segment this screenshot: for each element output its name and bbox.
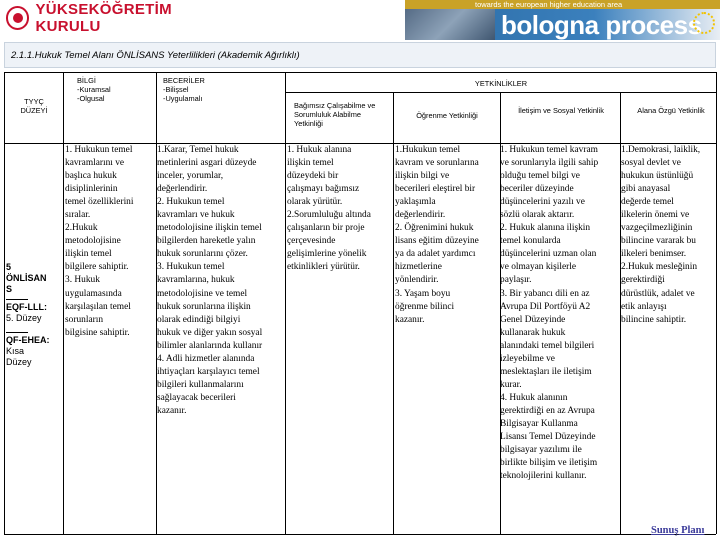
bologna-banner (405, 0, 720, 40)
alana-ozgu-content: 1.Demokrasi, laiklik, sosyal devlet ve hukukun üstünlüğü gibi anayasal değerde temel ilkelerin önemi ve vazgeçilmezliğinin bilincine vararak bu ilkeleri benimser. 2.Hukuk mesleğinin gerektirdiği dürüstlük, adalet ve etik anlayışı bilincine sahiptir. (621, 145, 701, 325)
institution-name: YÜKSEKÖĞRETİM KURULU (35, 1, 172, 35)
beceriler-content: 1.Karar, Temel hukuk metinlerini asgari düzeyde inceler, yorumlar, değerlendirir. 2. Hukukun temel kavramları ve hukuk metodolojisine ilişkin temel bilgilerden hareketle yalın hukuk sorunlarını çözer. 3. Hukukun temel kavramlarına, hukuk metodolojisine ve temel hukuk sorunlarına ilişkin olarak edindiği bilgiyi hukuk ve diğer yakın sosyal bilimler alanlarında kullanır 4. Adli hizmetler alanında ihtiyaçları karşılayıcı temel bilgileri kullanmalarını sağlayacak becerileri kazanır. (157, 145, 263, 416)
alana-ozgu-header: Alana Özgü Yetkinlik (637, 106, 705, 115)
bologna-photo (405, 9, 495, 40)
title-bar (4, 42, 716, 68)
bologna-tagline: towards the european higher education area (475, 0, 623, 9)
iletisim-content: 1. Hukukun temel kavram ve sorunlarıyla ilgili sahip olduğu temel bilgi ve beceriler düzeyinde düşüncelerini yazılı ve sözlü olarak aktarır. 2. Hukuk alanına ilişkin temel konularda düşüncelerini uzman olan ve olmayan kişilerle paylaşır. 3. Bir yabancı dili en az Avrupa Dil Portföyü A2 Genel Düzeyinde kullanarak hukuk alanındaki temel bilgileri izleyebilme ve meslektaşları ile iletişim kurar. 4. Hukuk alanının gerektirdiği en az Avrupa Bilgisayar Kullanma Lisansı Temel Düzeyinde bilgisayar yazılımı ile birlikte bilişim ve iletişim teknolojilerini kullanır. (500, 145, 599, 482)
yok-logo (6, 1, 236, 35)
qf-label: QF-EHEA: (6, 335, 50, 346)
beceriler-header: BECERİLER -Bilişsel -Uygulamalı (163, 76, 205, 104)
yok-emblem-icon (6, 6, 29, 30)
tyyc-level-header: TYYÇ DÜZEYİ (20, 97, 48, 116)
iletisim-header: İletişim ve Sosyal Yetkinlik (518, 106, 604, 115)
level-number: 5 (6, 262, 12, 272)
bologna-title: bologna process (501, 10, 702, 40)
ogrenme-header: Öğrenme Yetkinliği (416, 111, 478, 120)
level-cell (6, 262, 60, 369)
qf-value: Kısa Düzey (6, 346, 32, 368)
yetkinlikler-header: YETKİNLİKLER (474, 79, 528, 88)
bilgi-header: BİLGİ -Kuramsal -Olgusal (77, 76, 111, 104)
page-title: 2.1.1.Hukuk Temel Alanı ÖNLİSANS Yeterlilikleri (Akademik Ağırlıklı) (11, 50, 300, 61)
eqf-label: EQF-LLL: (6, 301, 47, 312)
sunus-plani-link[interactable]: Sunuş Planı (651, 525, 705, 536)
ogrenme-content: 1.Hukukun temel kavram ve sorunlarına ilişkin bilgi ve becerileri eleştirel bir yaklaşımla değerlendirir. 2. Öğrenimini hukuk lisans eğitim düzeyine ya da adalet yardımcı hizmetlerine yönlendirir. 3. Yaşam boyu öğrenme bilinci kazanır. (395, 145, 479, 325)
bilgi-content: 1. Hukukun temel kavramlarını ve başlıca hukuk disiplinlerinin temel özelliklerini sıralar. 2.Hukuk metodolojisine ilişkin temel bilgilere sahiptir. 3. Hukuk uygulamasında karşılaşılan temel sorunların bilgisine sahiptir. (65, 145, 134, 338)
eu-stars-icon (693, 12, 715, 34)
eqf-value: 5. Düzey (6, 312, 42, 323)
bagimsiz-content: 1. Hukuk alanına ilişkin temel düzeydeki bir çalışmayı bağımsız olarak yürütür. 2.Sorumluluğu altında çalışanların bir proje çerçevesinde gelişimlerine yönelik etkinlikleri yürütür. (287, 145, 371, 273)
bagimsiz-header: Bağımsız Çalışabilme ve Sorumluluk Alabilme Yetkinliği (294, 101, 376, 129)
level-label: ÖNLİSAN S (6, 273, 47, 295)
